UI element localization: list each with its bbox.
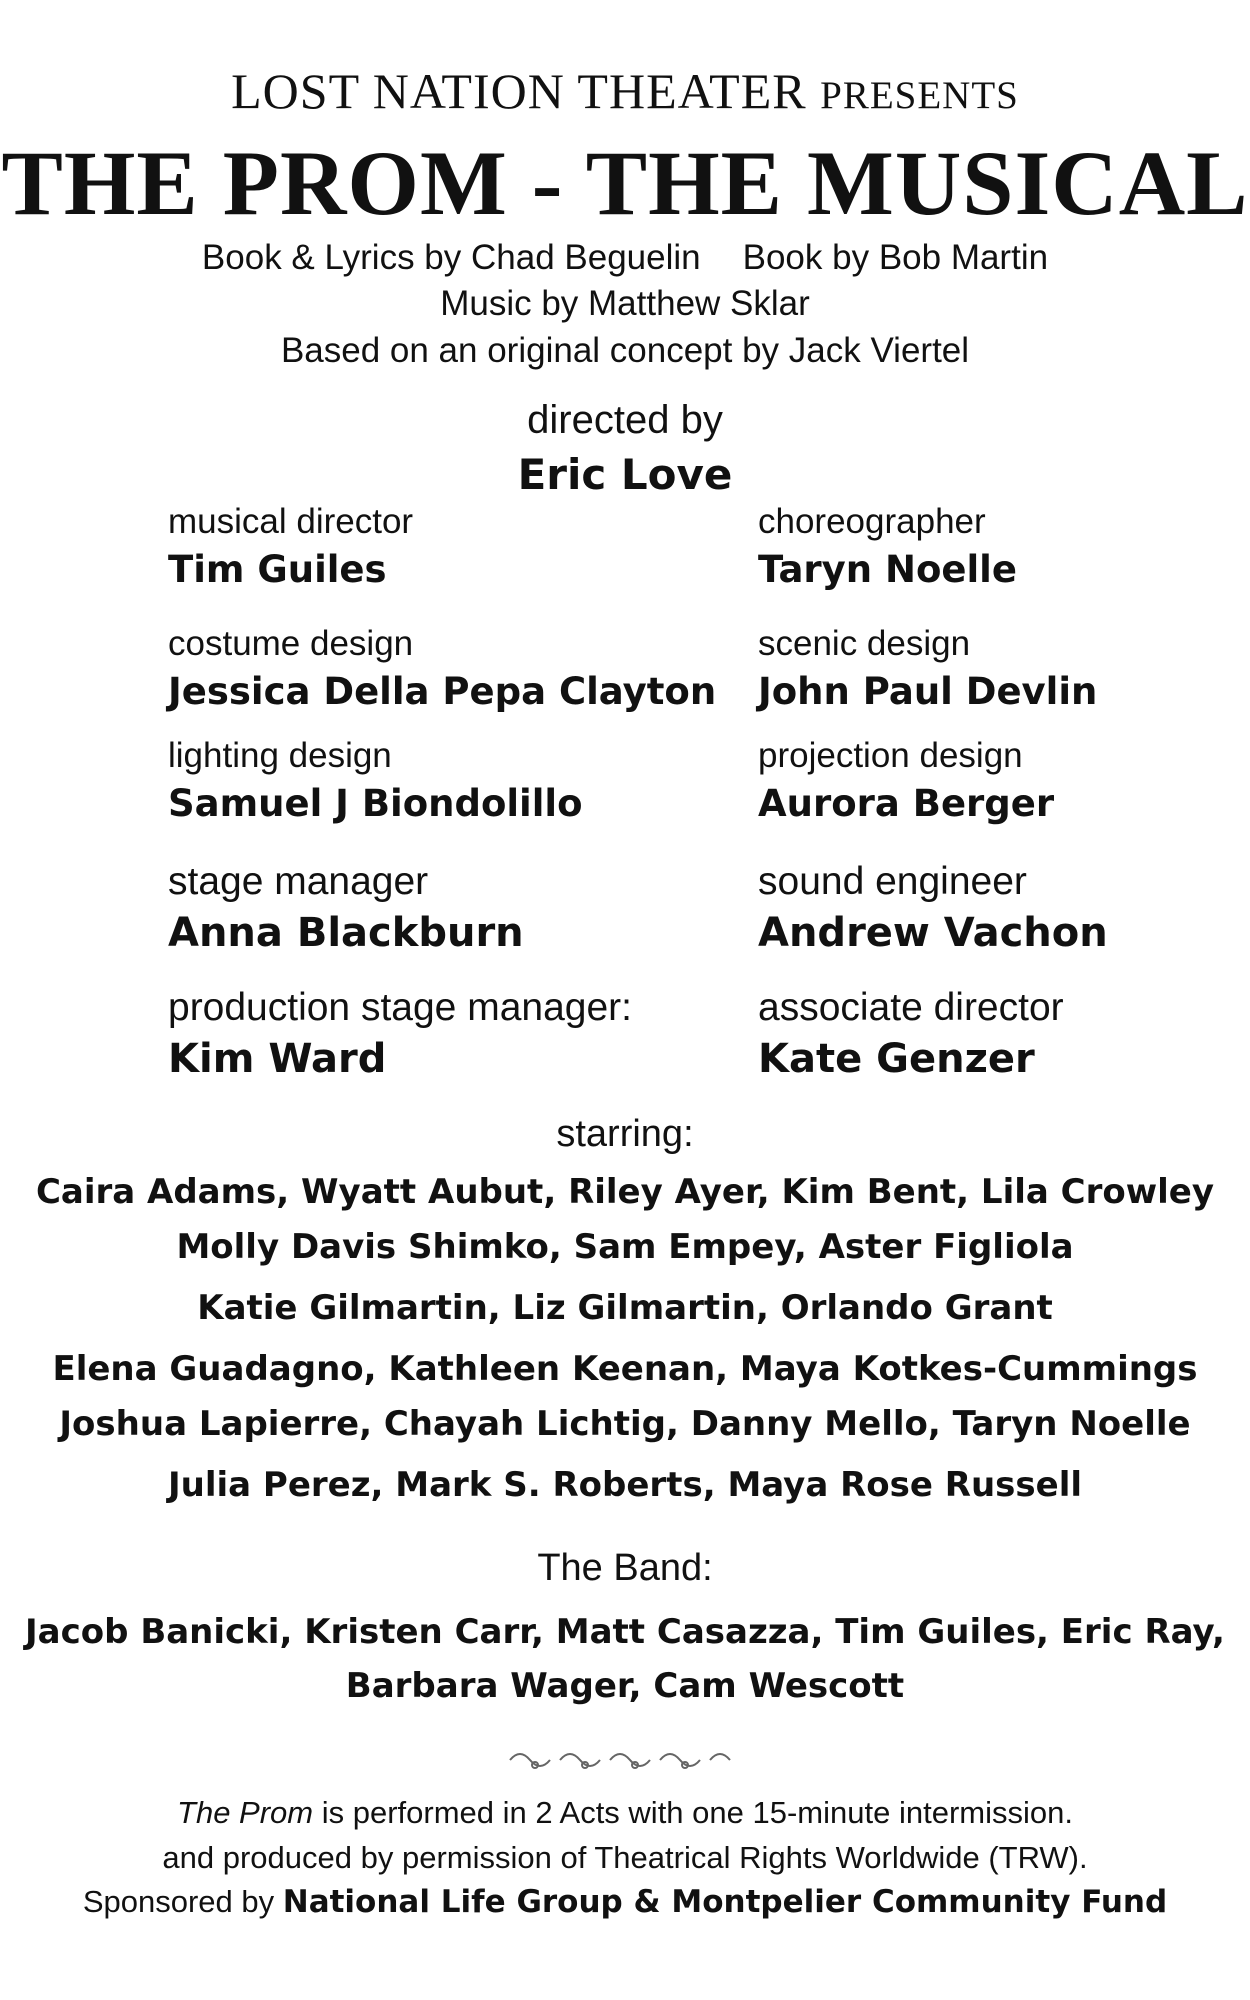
crew-name: Taryn Noelle <box>758 548 1017 591</box>
crew-role: projection design <box>758 736 1023 775</box>
book-credit: Book by Bob Martin <box>742 238 1049 277</box>
crew-production-stage-manager <box>168 986 632 1082</box>
crew-name: Jessica Della Pepa Clayton <box>168 670 717 713</box>
crew-stage-manager <box>168 860 524 956</box>
crew-role: stage manager <box>168 860 429 903</box>
crew-name: Andrew Vachon <box>758 910 1108 956</box>
band-line: Barbara Wager, Cam Wescott <box>345 1666 905 1706</box>
starring-label: starring: <box>556 1113 694 1155</box>
cast-line: Caira Adams, Wyatt Aubut, Riley Ayer, Kim Bent, Lila Crowley <box>35 1172 1215 1212</box>
sponsor-prefix: Sponsored by <box>82 1884 283 1919</box>
authors-line <box>0 238 1250 278</box>
book-lyrics-credit: Book & Lyrics by Chad Beguelin <box>201 238 701 277</box>
crew-role: lighting design <box>168 736 392 775</box>
band-label: The Band: <box>537 1547 713 1589</box>
crew-costume-design <box>168 624 716 713</box>
concept-credit: Based on an original concept by Jack Viertel <box>280 331 970 370</box>
show-title: THE PROM - THE MUSICAL <box>1 132 1249 234</box>
cast-line: Elena Guadagno, Kathleen Keenan, Maya Kotkes-Cummings <box>52 1349 1198 1389</box>
band-line: Jacob Banicki, Kristen Carr, Matt Casazza, Tim Guiles, Eric Ray, <box>25 1612 1225 1652</box>
flourish-graphic <box>505 1745 745 1775</box>
crew-associate-director <box>758 986 1064 1082</box>
crew-role: costume design <box>168 624 414 663</box>
presenter-name: LOST NATION THEATER <box>231 63 807 119</box>
director-name: Eric Love <box>517 450 733 499</box>
presents-word: PRESENTS <box>820 74 1019 117</box>
presenter-line <box>0 62 1250 120</box>
crew-choreographer <box>758 502 1017 591</box>
crew-name: John Paul Devlin <box>758 670 1098 713</box>
director-label: directed by <box>527 398 723 442</box>
crew-name: Kim Ward <box>168 1036 387 1082</box>
runtime-note <box>0 1795 1250 1831</box>
sponsor-line <box>0 1884 1250 1920</box>
crew-role: scenic design <box>758 624 971 663</box>
rights-note: and produced by permission of Theatrical Rights Worldwide (TRW). <box>162 1840 1088 1875</box>
crew-name: Tim Guiles <box>168 548 387 591</box>
crew-role: sound engineer <box>758 860 1027 903</box>
crew-sound-engineer <box>758 860 1108 956</box>
crew-name: Aurora Berger <box>758 782 1055 825</box>
runtime-text: is performed in 2 Acts with one 15-minute intermission. <box>313 1795 1073 1830</box>
crew-scenic-design <box>758 624 1097 713</box>
cast-line: Katie Gilmartin, Liz Gilmartin, Orlando Grant <box>197 1288 1053 1328</box>
crew-role: production stage manager: <box>168 986 632 1029</box>
sponsor-names: National Life Group & Montpelier Community Fund <box>282 1884 1168 1920</box>
music-credit: Music by Matthew Sklar <box>440 284 810 323</box>
crew-role: associate director <box>758 986 1064 1029</box>
crew-name: Anna Blackburn <box>168 910 524 956</box>
cast-line: Molly Davis Shimko, Sam Empey, Aster Figliola <box>176 1227 1074 1267</box>
crew-role: choreographer <box>758 502 986 541</box>
cast-line: Julia Perez, Mark S. Roberts, Maya Rose Russell <box>167 1465 1083 1505</box>
cast-line: Joshua Lapierre, Chayah Lichtig, Danny Mello, Taryn Noelle <box>59 1404 1191 1444</box>
crew-name: Samuel J Biondolillo <box>168 782 583 825</box>
crew-projection-design <box>758 736 1054 825</box>
decorative-flourish-icon <box>0 1745 1250 1782</box>
show-title-italic: The Prom <box>177 1795 314 1830</box>
crew-role: musical director <box>168 502 414 541</box>
crew-musical-director <box>168 502 413 591</box>
crew-lighting-design <box>168 736 583 825</box>
crew-name: Kate Genzer <box>758 1036 1035 1082</box>
